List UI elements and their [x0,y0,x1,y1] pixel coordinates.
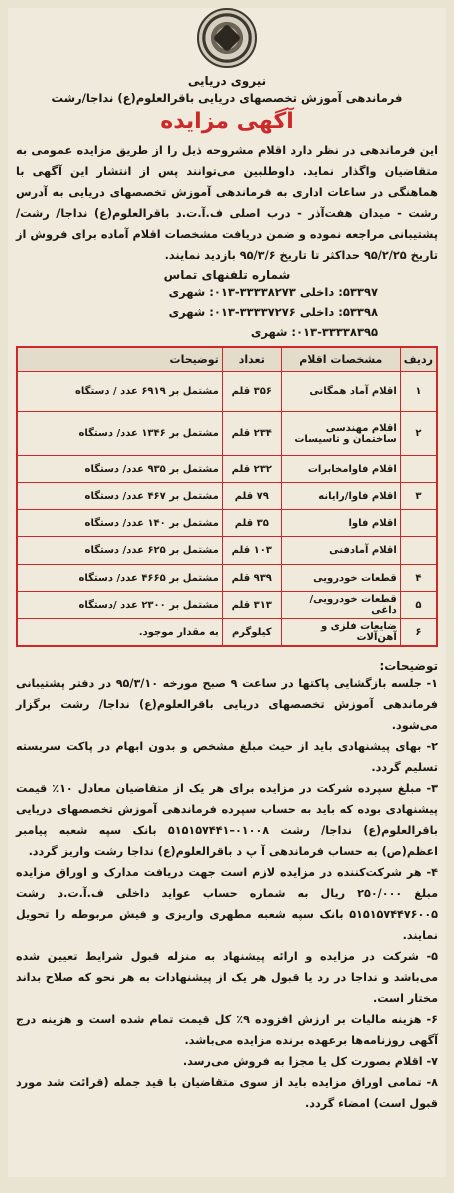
note-item: ۷- اقلام بصورت کل یا مجزا به فروش می‌رسد. [182,1055,438,1068]
navy-emblem-icon [197,8,257,68]
item-description: به مقدار موجود. [17,619,222,647]
table-row [17,592,437,619]
contact-title: شماره تلفنهای تماس [163,268,291,282]
note-item: ۳- مبلغ سپرده شرکت در مزایده برای هر یک از متقاضیان معادل ۱۰٪ قیمت پیشنهادی بوده که باید به حساب سپرده فرماندهی آموزش تخصصهای دریایی باقرالعلوم(ع) نداجا/ رشت ۰۱۰۰۸–۵۱۵۱۵۷۴۴۱ بانک سپه شعبه پیامبر اعظم(ص) به حساب فرماندهی آ پ د باقرالعلوم(ع) نداجا رشت واریز گردد. [16,782,438,858]
item-description: مشتمل بر ۶۲۵ عدد/ دستگاه [17,537,222,565]
table-row [17,483,437,510]
row-number [400,510,437,537]
item-description: مشتمل بر ۴۶۶۵ عدد/ دستگاه [17,565,222,592]
row-number: ۶ [400,619,437,647]
item-name: اقلام مهندسی ساختمان و تاسیسات [281,412,400,456]
header-item-spec: مشخصات اقلام [281,347,400,372]
item-name: قطعات خودرویی/ داغی [281,592,400,619]
item-quantity: ۷۹ قلم [222,483,281,510]
item-description: مشتمل بر ۲۳۰۰ عدد /دستگاه [17,592,222,619]
row-number: ۱ [400,372,437,412]
row-number: ۲ [400,412,437,456]
row-number: ۳ [400,483,437,510]
header-row-no: ردیف [400,347,437,372]
item-name: اقلام آماد همگانی [281,372,400,412]
phone-line: ۵۳۳۹۸: داخلی ۳۳۳۳۷۲۷۶-۰۱۳: شهری [168,305,378,319]
tender-notice [8,8,446,1177]
item-name: اقلام فاوا [281,510,400,537]
item-description: مشتمل بر ۱۴۰ عدد/ دستگاه [17,510,222,537]
item-description: مشتمل بر ۹۳۵ عدد/ دستگاه [17,456,222,483]
table-row [17,510,437,537]
note-item: ۴- هر شرکت‌کننده در مزایده لازم است جهت دریافت مدارک و اوراق مزایده مبلغ ۲۵۰/۰۰۰ ریال به شماره حساب عواید داخلی ف.آ.ت.د رشت ۵۱۵۱۵۷۴۴۷۶۰۰۵ بانک سپه شعبه مطهری واریزی و فیش مربوطه را تحویل نمایند. [16,866,438,942]
row-number: ۴ [400,565,437,592]
organization-subtitle: فرماندهی آموزش تخصصهای دریایی باقرالعلوم(ع) نداجا/رشت [51,91,403,105]
item-quantity: ۹۳۹ قلم [222,565,281,592]
row-number: ۵ [400,592,437,619]
table-row [17,412,437,456]
phone-line: ۵۳۳۹۷: داخلی ۳۳۳۳۸۲۷۳-۰۱۳: شهری [168,285,378,299]
table-row [17,456,437,483]
item-name: ضایعات فلزی و آهن‌آلات [281,619,400,647]
item-name: قطعات خودرویی [281,565,400,592]
item-name: اقلام آمادفنی [281,537,400,565]
intro-paragraph: این فرماندهی در نظر دارد اقلام مشروحه ذیل را از طریق مزایده عمومی به متقاضیان واگذار نماید. داوطلبین می‌توانند پس از انتشار این آگهی با هماهنگی در ساعات اداری به فرماندهی آموزش تخصصهای دریایی به آدرس رشت - میدان هفت‌آذر - درب اصلی ف.آ.ت.د باقرالعلوم(ع) نداجا/ رشت/پشتیبانی مراجعه نموده و ضمن دریافت مشخصات اقلام آماده برای فروش از تاریخ ۹۵/۲/۲۵ حداکثر تا تاریخ ۹۵/۳/۶ بازدید نمایند. [16,144,438,262]
item-quantity: ۳۵ قلم [222,510,281,537]
table-row [17,619,437,647]
organization-name: نیروی دریایی [187,74,267,88]
notice-title: آگهی مزایده [160,109,294,134]
note-item: ۱- جلسه بازگشایی پاکتها در ساعت ۹ صبح مورخه ۹۵/۳/۱۰ در دفتر پشتیبانی فرماندهی آموزش تخصصهای دریایی باقرالعلوم(ع) نداجا/ رشت برگزار می‌شود. [16,677,438,732]
row-number [400,537,437,565]
item-description: مشتمل بر ۱۳۴۶ عدد/ دستگاه [17,412,222,456]
item-name: اقلام فاوامخابرات [281,456,400,483]
row-number [400,456,437,483]
item-quantity: ۲۳۴ قلم [222,412,281,456]
item-description: مشتمل بر ۴۶۷ عدد/ دستگاه [17,483,222,510]
table-row [17,537,437,565]
table-row [17,565,437,592]
header-quantity: تعداد [222,347,281,372]
item-quantity: ۱۰۳ قلم [222,537,281,565]
phone-line: ۰۱۳-۳۳۳۳۸۳۹۵: شهری [250,325,378,339]
item-quantity: کیلوگرم [222,619,281,647]
header-description: توضیحات [17,347,222,372]
item-name: اقلام فاوا/رایانه [281,483,400,510]
note-item: ۵- شرکت در مزایده و ارائه پیشنهاد به منزله قبول شرایط تعیین شده می‌باشد و نداجا در رد یا قبول هر یک از پیشنهادات به هر نحو که صلاح بداند مختار است. [16,950,438,1005]
note-item: ۸- تمامی اوراق مزایده باید از سوی متقاضیان با قید جمله (قرائت شد مورد قبول است) امضاء گردد. [16,1076,438,1110]
table-row [17,372,437,412]
note-item: ۲- بهای پیشنهادی باید از حیث مبلغ مشخص و بدون ابهام در پاکت سربسته تسلیم گردد. [16,740,438,774]
item-quantity: ۳۵۶ قلم [222,372,281,412]
item-quantity: ۲۳۲ قلم [222,456,281,483]
note-item: ۶- هزینه مالیات بر ارزش افزوده ۹٪ کل قیمت تمام شده است و هزینه درج آگهی روزنامه‌ها برعهده برنده مزایده می‌باشد. [16,1013,439,1047]
notes-title: توضیحات: [379,659,438,673]
item-quantity: ۳۱۳ قلم [222,592,281,619]
items-table [16,346,438,647]
table-header-row [17,347,437,372]
item-description: مشتمل بر ۶۹۱۹ عدد / دستگاه [17,372,222,412]
